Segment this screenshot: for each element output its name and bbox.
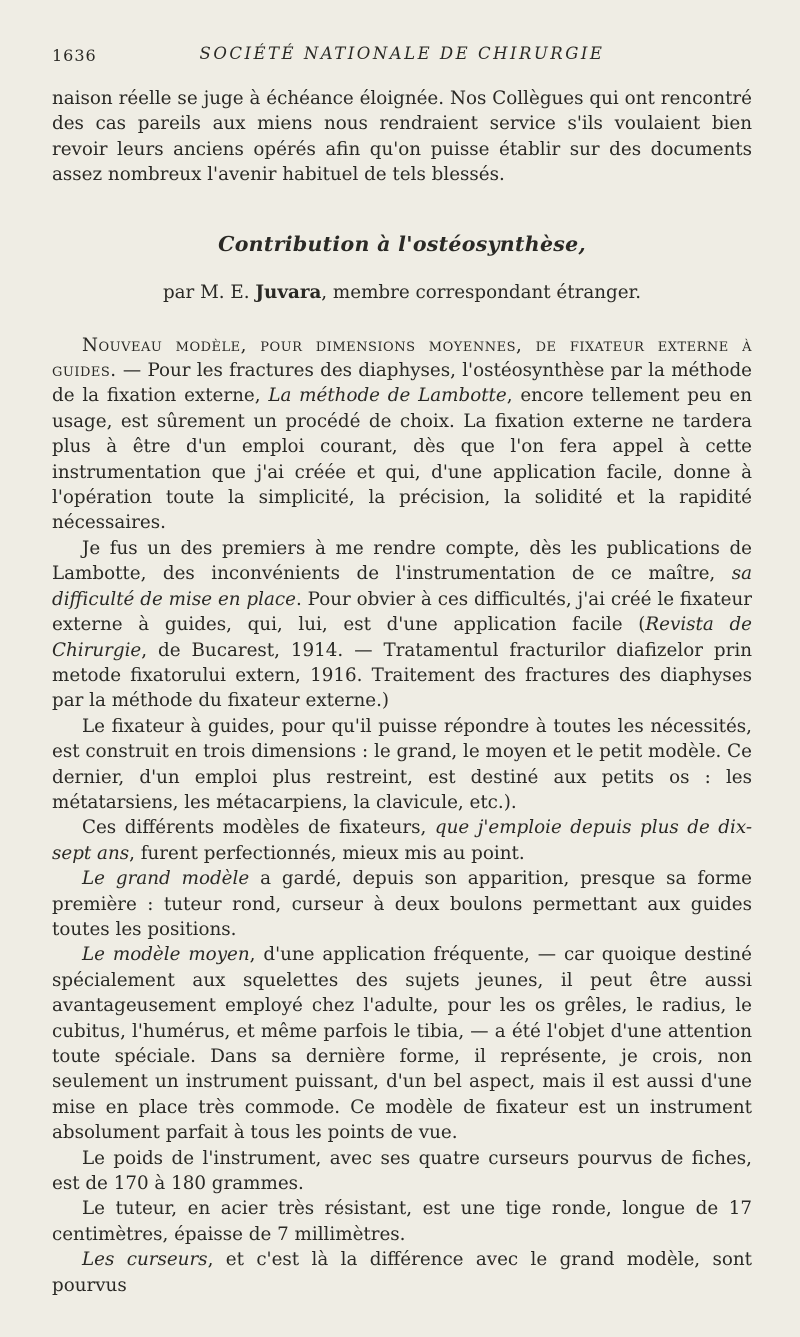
para9-emphasis: Les curseurs [82, 1249, 208, 1271]
para2-emphasis-a: sa difficulté de mise en place [52, 563, 752, 610]
paragraph-7 [52, 1146, 752, 1197]
para2-text-c: , de Bucarest, 1914. — Tratamentul fracturilor diafizelor prin metode fixatorului extern, 1916. Traitement des fractures des diaphyses par la méthode du fixateur externe.) [52, 639, 752, 712]
para2-text-b: . Pour obvier à ces difficultés, j'ai créé le fixateur externe à guides, qui, lui, est d'une application facile ( [52, 588, 753, 636]
para2-emphasis-b: Revista de Chirurgie [52, 614, 752, 661]
para9-text: , et c'est là la différence avec le grand modèle, sont pourvus [52, 1249, 753, 1296]
para6-text: , d'une application fréquente, — car quoique destiné spécialement aux squelettes des sujets jeunes, il peut être aussi avantageusement employé chez l'adulte, pour les os grêles, le radius, le cubitus, l'humérus, et même parfois le tibia, — a été l'objet d'une attention toute spéciale. Dans sa dernière forme, il représente, je crois, non seulement un instrument puissant, d'un bel aspect, mais il est aussi d'une mise en place très commode. Ce modèle de fixateur est un instrument absolument parfait à tous les points de vue. [52, 944, 752, 1144]
section-paragraph-1 [52, 333, 752, 536]
para4-emphasis: que j'emploie depuis plus de dix-sept ans [52, 817, 752, 864]
section1-text-a: — Pour les fractures des diaphyses, l'ostéosynthèse par la méthode de la fixation externe, [52, 360, 752, 407]
para3-text: Le fixateur à guides, pour qu'il puisse répondre à toutes les nécessités, est construit en trois dimensions : le grand, le moyen et le petit modèle. Ce dernier, d'un emploi plus restreint, est destiné aux petits os : les métatarsiens, les métacarpiens, la clavicule, etc.). [52, 715, 752, 813]
para8-text: Le tuteur, en acier très résistant, est une tige ronde, longue de 17 centimètres, épaisse de 7 millimètres. [52, 1198, 752, 1245]
para6-emphasis: Le modèle moyen [82, 944, 250, 966]
para2-text-a: Je fus un des premiers à me rendre compte, dès les publications de Lambotte, des inconvénients de l'instrumentation de ce maître, [52, 537, 752, 585]
page-number: 1636 [52, 46, 97, 65]
para7-text: Le poids de l'instrument, avec ses quatre curseurs pourvus de fiches, est de 170 à 180 grammes. [52, 1147, 752, 1195]
byline-prefix: par M. E. [162, 281, 250, 303]
para4-text-b: , furent perfectionnés, mieux mis au point. [129, 842, 525, 864]
journal-title: SOCIÉTÉ NATIONALE DE CHIRURGIE [199, 44, 605, 63]
paragraph-6 [52, 942, 752, 1145]
paragraph-3 [52, 714, 752, 816]
paragraph-8 [52, 1196, 752, 1247]
intro-paragraph [52, 86, 752, 188]
section-heading: Nouveau modèle, pour dimensions moyennes, de fixateur externe à guides. [52, 334, 752, 382]
section1-text-b: , encore tellement peu en usage, est sûrement un procédé de choix. La fixation externe ne tardera plus à être d'un emploi courant, dès que l'on fera appel à cette instrumentation que j'ai créée et qui, d'une application facile, donne à l'opération toute la simplicité, la précision, la solidité et la rapidité nécessaires. [52, 385, 753, 534]
byline-suffix: , membre correspondant étranger. [321, 281, 642, 303]
intro-text: naison réelle se juge à échéance éloignée. Nos Collègues qui ont rencontré des cas pareils aux miens nous rendraient service s'ils voulaient bien revoir leurs anciens opérés afin qu'on puisse établir sur des documents assez nombreux l'avenir habituel de tels blessés. [52, 88, 752, 186]
section1-emphasis: La méthode de Lambotte [268, 385, 507, 407]
para5-emphasis: Le grand modèle [82, 868, 250, 890]
paragraph-5 [52, 866, 752, 942]
paragraph-9 [52, 1247, 752, 1298]
author-name: Juvara [255, 281, 322, 303]
article-byline [52, 282, 752, 303]
article-title: Contribution à l'ostéosynthèse, [218, 231, 586, 256]
paragraph-4 [52, 815, 752, 866]
para5-text: a gardé, depuis son apparition, presque sa forme première : tuteur rond, curseur à deux boulons permettant aux guides toutes les positions. [52, 868, 753, 940]
para4-text-a: Ces différents modèles de fixateurs, [82, 817, 435, 839]
paragraph-2 [52, 536, 752, 714]
running-header [52, 38, 752, 72]
